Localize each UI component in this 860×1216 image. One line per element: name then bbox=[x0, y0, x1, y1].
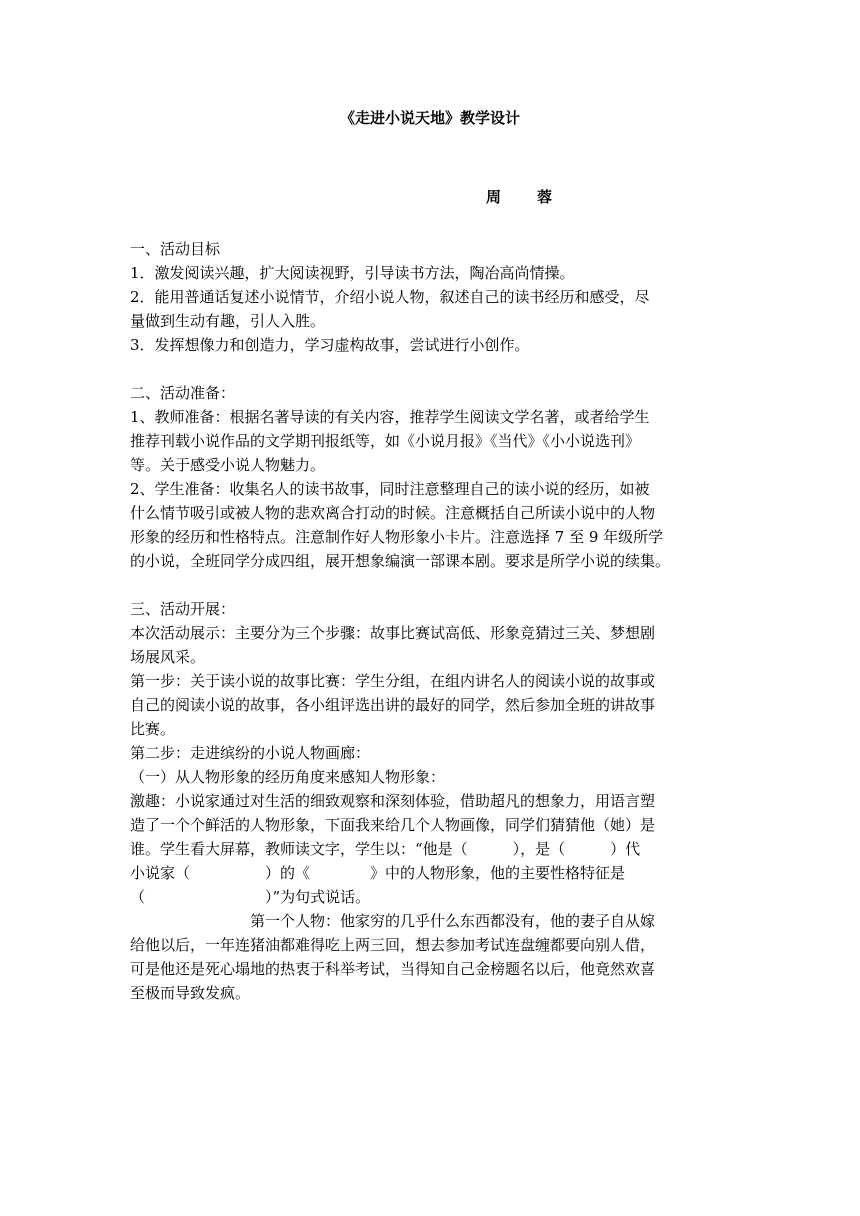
author-name: 周 蓉 bbox=[486, 188, 555, 206]
text-line: 场展风采。 bbox=[130, 648, 206, 666]
text-line: 什么情节吸引或被人物的悲欢离合打动的时候。注意概括自己所读小说中的人物 bbox=[130, 504, 656, 522]
document-title: 《走进小说天地》教学设计 bbox=[339, 109, 520, 127]
text-line: 比赛。 bbox=[130, 720, 176, 738]
text-line: 形象的经历和性格特点。注意制作好人物形象小卡片。注意选择 7 至 9 年级所学 bbox=[130, 528, 664, 546]
text-line: 给他以后，一年连猪油都难得吃上两三回，想去参加考试连盘缠都要向别人借， bbox=[130, 936, 656, 954]
blank-line bbox=[130, 357, 730, 381]
text-line: 谁。学生看大屏幕，教师读文字，学生以：“他是（ ），是（ ）代 bbox=[130, 840, 641, 858]
text-line: 小说家（ ）的《 》中的人物形象，他的主要性格特征是 bbox=[130, 864, 626, 882]
text-line: （ ）”为句式说话。 bbox=[130, 888, 371, 906]
text-line: 推荐刊载小说作品的文学期刊报纸等，如《小说月报》《当代》《小小说选刊》 bbox=[130, 432, 641, 450]
text-line: 1、教师准备：根据名著导读的有关内容，推荐学生阅读文学名著，或者给学生 bbox=[130, 408, 650, 426]
text-line: 量做到生动有趣，引人入胜。 bbox=[130, 312, 326, 330]
text-line: 2．能用普通话复述小说情节，介绍小说人物，叙述自己的读书经历和感受，尽 bbox=[130, 288, 650, 306]
text-line: 造了一个个鲜活的人物形象，下面我来给几个人物画像，同学们猜猜他（她）是 bbox=[130, 816, 656, 834]
text-line: 等。关于感受小说人物魅力。 bbox=[130, 456, 326, 474]
document-body bbox=[130, 237, 730, 1005]
text-line: 3．发挥想像力和创造力，学习虚构故事，尝试进行小创作。 bbox=[130, 336, 530, 354]
text-line: 本次活动展示：主要分为三个步骤：故事比赛试高低、形象竞猜过三关、梦想剧 bbox=[130, 624, 656, 642]
text-line: 第一步：关于读小说的故事比赛：学生分组，在组内讲名人的阅读小说的故事或 bbox=[130, 672, 656, 690]
text-line: （一）从人物形象的经历角度来感知人物形象： bbox=[130, 768, 446, 786]
text-line: 激趣：小说家通过对生活的细致观察和深刻体验，借助超凡的想象力，用语言塑 bbox=[130, 792, 656, 810]
text-line: 二、活动准备： bbox=[130, 384, 236, 402]
text-line: 自己的阅读小说的故事，各小组评选出讲的最好的同学，然后参加全班的讲故事 bbox=[130, 696, 656, 714]
text-line: 第一个人物：他家穷的几乎什么东西都没有，他的妻子自从嫁 bbox=[130, 912, 656, 930]
blank-line bbox=[130, 573, 730, 597]
text-line: 三、活动开展： bbox=[130, 600, 236, 618]
text-line: 可是他还是死心塌地的热衷于科举考试，当得知自己金榜题名以后，他竟然欢喜 bbox=[130, 960, 656, 978]
text-line: 至极而导致发疯。 bbox=[130, 984, 251, 1002]
text-line: 1．激发阅读兴趣，扩大阅读视野，引导读书方法，陶冶高尚情操。 bbox=[130, 264, 575, 282]
text-line: 的小说，全班同学分成四组，展开想象编演一部课本剧。要求是所学小说的续集。 bbox=[130, 552, 671, 570]
text-line: 第二步：走进缤纷的小说人物画廊： bbox=[130, 744, 371, 762]
text-line: 2、学生准备：收集名人的读书故事，同时注意整理自己的读小说的经历，如被 bbox=[130, 480, 650, 498]
text-line: 一、活动目标 bbox=[130, 240, 221, 258]
